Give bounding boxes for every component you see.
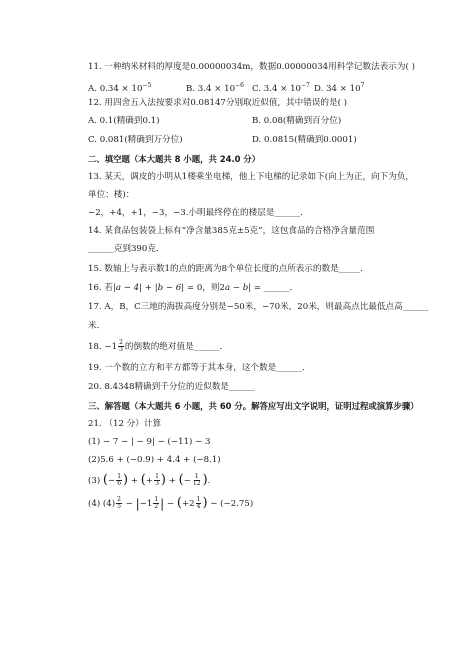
q13-line-2: 单位：楼)： <box>88 190 135 200</box>
q11-option-a: A. $0.34 \times 10^{-5}$ <box>88 82 152 94</box>
q21-part-1: (1) − 7 − | − 9| − (−11) − 3 <box>88 437 211 447</box>
q18-fraction: $\frac{2}{3}$ <box>119 339 123 353</box>
q12-option-a: A. 0.1(精确到0.1) <box>88 116 160 126</box>
q21-part-4: (4) (4) $\frac{2}{5}$ − |−1 $\frac{1}{2}$ | − (+2 $\frac{1}{4}$ ) − (−2.75) <box>88 495 254 511</box>
q21-heading: 21. （12 分）计算 <box>88 419 162 429</box>
q12-stem: 12. 用四舍五入法按要求对0.08147分别取近似值，其中错误的是( ) <box>88 98 348 108</box>
q12-option-b: B. 0.08(精确到百分位) <box>252 116 342 126</box>
q13-line-3: −2，+4，+1，−3，−3.小明最终停在的楼层是______． <box>88 208 309 218</box>
q11-option-d: D. $34 \times 10^7$ <box>314 82 365 94</box>
q14-line-2: ______克到390克． <box>88 244 165 254</box>
q13-line-1: 13. 某天，调皮的小明从1楼乘坐电梯，他上下电梯的记录如下(向上为正，向下为负， <box>88 172 415 182</box>
q17-line-1: 17. A，B，C三地的海拔高度分别是−50米，−70米，20米，则最高点比最低点高______ <box>88 302 429 312</box>
q19-text: 19. 一个数的立方和平方都等于其本身，这个数是______． <box>88 363 311 373</box>
q11-option-c: C. $3.4 \times 10^{-7}$ <box>252 82 310 94</box>
q20-text: 20. 8.4348精确到千分位的近似数是______ <box>88 382 255 392</box>
q11-option-b: B. $3.4 \times 10^{-6}$ <box>186 82 244 94</box>
q17-line-2: 米． <box>88 321 106 331</box>
q16-text: 16. 若|a − 4| + |b − 6| = 0，则2a − b| = ______． <box>88 283 299 293</box>
section-3-heading: 三、解答题（本大题共 6 小题，共 60 分。解答应写出文字说明，证明过程或演算步骤） <box>88 401 419 411</box>
q18-text: 18. −1 $\frac{2}{3}$ 的倒数的绝对值是______． <box>88 339 229 353</box>
q15-text: 15. 数轴上与表示数1的点的距离为8个单位长度的点所表示的数是_____． <box>88 264 369 274</box>
q12-option-d: D. 0.0815(精确到0.0001) <box>252 135 357 145</box>
q14-line-1: 14. 某食品包装袋上标有“净含量385克±5克”，这包食品的合格净含量范围 <box>88 226 375 236</box>
q12-option-c: C. 0.081(精确到万分位) <box>88 135 183 145</box>
q11-stem: 11. 一种纳米材料的厚度是0.00000034m，数据0.00000034用科学记数法表示为( ) <box>88 62 415 72</box>
section-2-heading: 二、填空题（本大题共 8 小题，共 24.0 分） <box>88 154 261 164</box>
q21-part-2: (2)5.6 + (−0.9) + 4.4 + (−8.1) <box>88 455 221 465</box>
q21-part-3: (3) (− $\frac{1}{6}$ ) + (+ $\frac{1}{3}$ ) + (− $\frac{1}{12}$ ). <box>88 472 211 488</box>
